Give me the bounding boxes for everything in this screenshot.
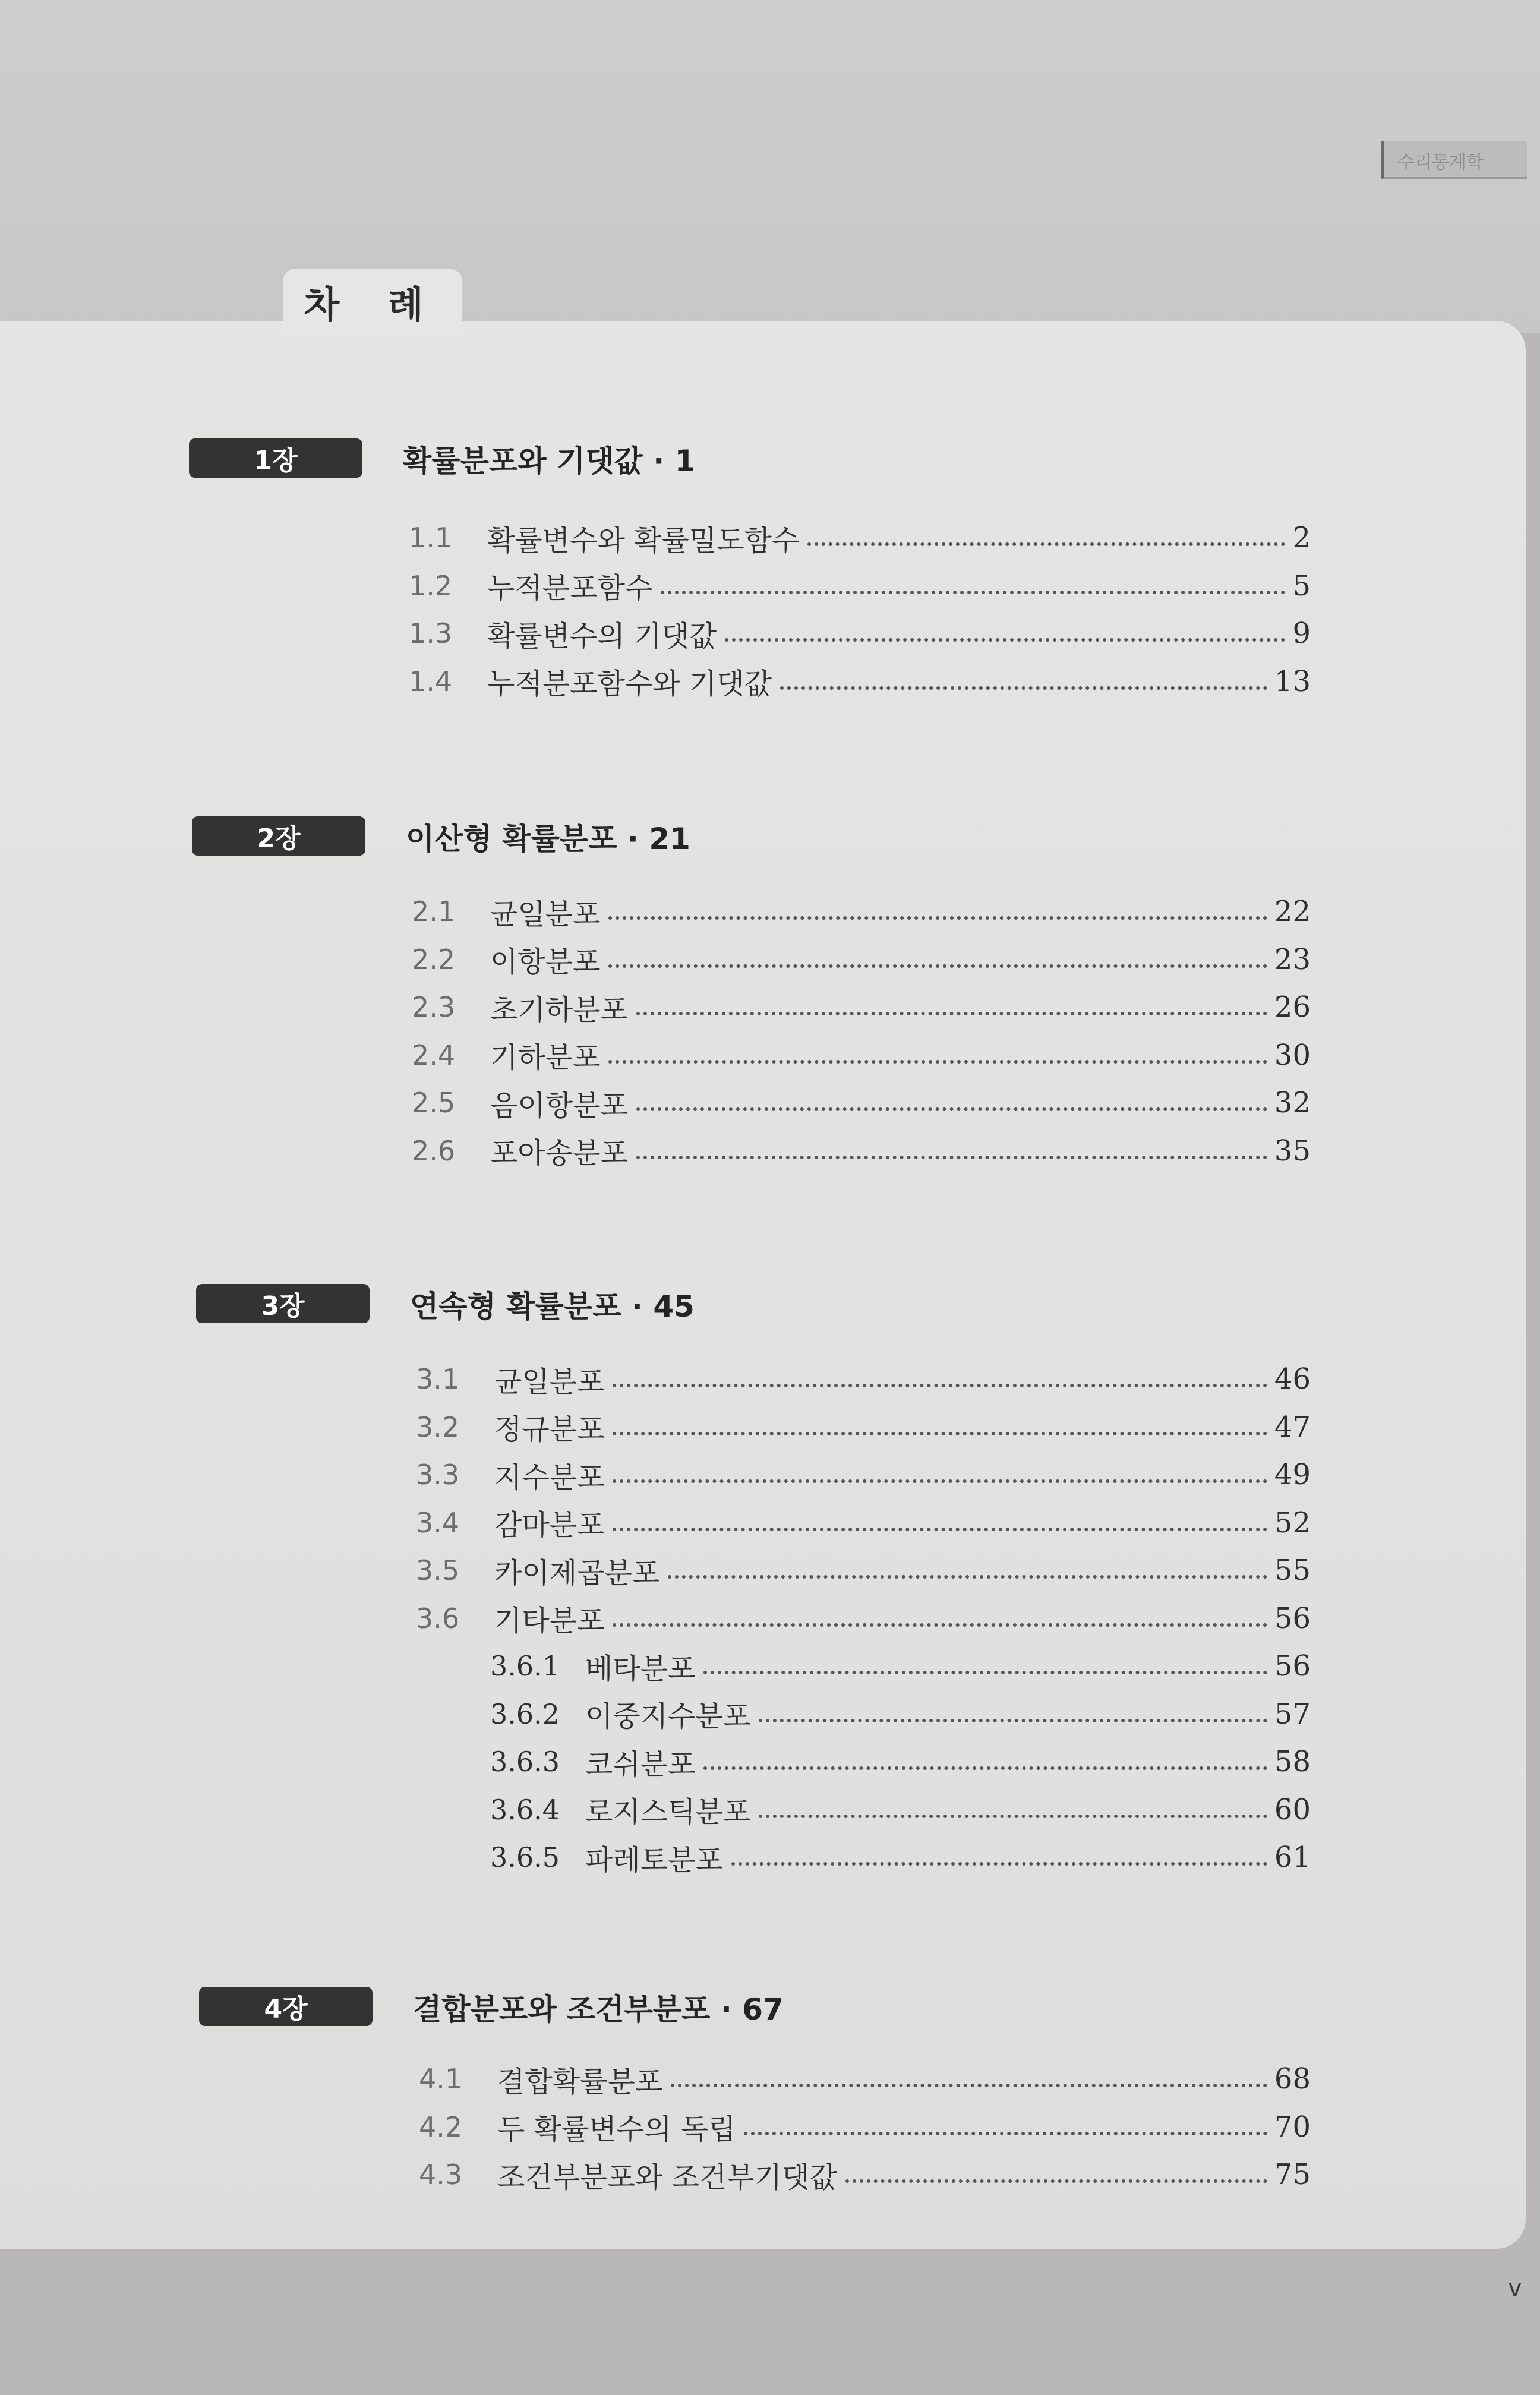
toc-entry[interactable] [409, 565, 1311, 607]
chapter-title[interactable]: 이산형 확률분포 · 21 [406, 822, 690, 856]
dot-leader [744, 2132, 1267, 2135]
dot-leader [759, 1719, 1267, 1722]
toc-entry[interactable] [409, 517, 1311, 558]
toc-entry[interactable] [416, 1358, 1311, 1400]
toc-entry-number: 3.4 [416, 1506, 460, 1539]
toc-entry-number: 3.1 [416, 1363, 460, 1395]
toc-entry-number: 2.3 [412, 991, 456, 1023]
toc-entry-number: 4.2 [419, 2110, 463, 2143]
toc-entry-title: 정규분포 [494, 1413, 605, 1446]
toc-entry-title: 균일분포 [494, 1365, 605, 1399]
running-header-mark [1381, 141, 1527, 179]
toc-entry-title: 기타분포 [494, 1604, 605, 1637]
toc-entry[interactable] [412, 939, 1311, 980]
toc-entry[interactable] [490, 1645, 1311, 1687]
dot-leader [668, 1575, 1267, 1579]
toc-entry-page: 22 [1274, 895, 1311, 928]
toc-entry-page: 32 [1274, 1086, 1311, 1119]
toc-heading: 차 례 [283, 269, 462, 334]
toc-entry-title: 조건부분포와 조건부기댓값 [497, 2160, 837, 2194]
dot-leader [613, 1384, 1267, 1387]
dot-leader [807, 542, 1285, 546]
toc-entry-title: 두 확률변수의 독립 [497, 2113, 736, 2146]
dot-leader [636, 1107, 1267, 1111]
toc-entry[interactable] [412, 1082, 1311, 1124]
chapter-badge: 2장 [192, 816, 365, 856]
toc-entry[interactable] [416, 1550, 1311, 1591]
toc-entry[interactable] [412, 1034, 1311, 1076]
toc-entry-title: 초기하분포 [490, 993, 628, 1027]
toc-entry-title: 지수분포 [494, 1460, 605, 1494]
page-number: v [1508, 2274, 1522, 2302]
toc-entry-number: 3.6.3 [490, 1746, 560, 1778]
toc-entry-number: 3.3 [416, 1459, 460, 1491]
toc-entry-page: 35 [1274, 1134, 1311, 1167]
toc-entry[interactable] [419, 2154, 1311, 2195]
toc-entry-number: 1.4 [409, 665, 453, 698]
toc-entry-page: 52 [1274, 1506, 1311, 1539]
toc-entry-page: 55 [1274, 1554, 1311, 1587]
toc-entry-page: 46 [1274, 1362, 1311, 1396]
dot-leader [613, 1432, 1267, 1435]
toc-entry-title: 포아송분포 [490, 1137, 628, 1170]
toc-entry[interactable] [419, 2106, 1311, 2148]
toc-entry[interactable] [490, 1693, 1311, 1735]
toc-entry-page: 5 [1292, 569, 1311, 602]
toc-entry-title: 확률변수의 기댓값 [487, 619, 717, 653]
dot-leader [731, 1862, 1267, 1866]
toc-entry-page: 58 [1274, 1745, 1311, 1778]
toc-entry-number: 3.6 [416, 1602, 460, 1634]
dot-leader [613, 1528, 1267, 1531]
toc-entry-title: 이중지수분포 [585, 1700, 751, 1733]
toc-entry-number: 3.6.2 [490, 1697, 560, 1730]
toc-entry-page: 60 [1274, 1793, 1311, 1826]
toc-entry-page: 26 [1274, 990, 1311, 1024]
dot-leader [845, 2179, 1267, 2183]
dot-leader [759, 1815, 1267, 1818]
toc-entry[interactable] [409, 661, 1311, 702]
toc-entry[interactable] [412, 891, 1311, 932]
toc-entry-title: 베타분포 [585, 1652, 696, 1686]
toc-entry[interactable] [412, 1130, 1311, 1172]
toc-entry-page: 13 [1274, 664, 1311, 698]
dot-leader [725, 638, 1285, 642]
toc-entry[interactable] [416, 1502, 1311, 1544]
toc-entry-number: 3.5 [416, 1554, 460, 1586]
toc-entry-number: 2.5 [412, 1087, 456, 1119]
toc-entry-page: 30 [1274, 1038, 1311, 1072]
toc-entry-title: 카이제곱분포 [494, 1556, 660, 1590]
chapter-title[interactable]: 결합분포와 조건부분포 · 67 [413, 1992, 784, 2027]
toc-entry-page: 57 [1274, 1697, 1311, 1731]
toc-entry-number: 2.6 [412, 1134, 456, 1167]
toc-entry-title: 기하분포 [490, 1041, 601, 1074]
toc-entry-page: 68 [1274, 2062, 1311, 2096]
chapter-title[interactable]: 연속형 확률분포 · 45 [410, 1289, 695, 1324]
toc-entry-page: 56 [1274, 1649, 1311, 1683]
toc-entry-page: 2 [1292, 521, 1311, 554]
dot-leader [671, 2084, 1267, 2087]
toc-entry-number: 2.1 [412, 895, 456, 927]
dot-leader [613, 1479, 1267, 1483]
toc-entry-page: 61 [1274, 1841, 1311, 1874]
toc-entry[interactable] [416, 1454, 1311, 1495]
dot-leader [608, 916, 1267, 920]
toc-entry-number: 3.6.5 [490, 1841, 560, 1873]
toc-entry[interactable] [409, 613, 1311, 654]
toc-entry-title: 코쉬분포 [585, 1747, 696, 1781]
toc-entry[interactable] [416, 1406, 1311, 1448]
toc-entry-title: 확률변수와 확률밀도함수 [487, 523, 800, 557]
toc-entry-title: 누적분포함수 [487, 572, 653, 605]
chapter-title[interactable]: 확률분포와 기댓값 · 1 [403, 444, 696, 478]
toc-entry-number: 3.6.4 [490, 1793, 560, 1826]
toc-entry-number: 4.3 [419, 2159, 463, 2191]
dot-leader [703, 1766, 1267, 1770]
toc-entry-number: 3.6.1 [490, 1650, 560, 1682]
dot-leader [613, 1623, 1267, 1627]
chapter-badge: 1장 [189, 438, 362, 478]
dot-leader [703, 1671, 1267, 1674]
dot-leader [636, 1012, 1267, 1015]
toc-entry[interactable] [419, 2058, 1311, 2100]
toc-entry-title: 결합확률분포 [497, 2065, 663, 2099]
page-top-area [0, 0, 1540, 333]
toc-entry-page: 56 [1274, 1601, 1311, 1635]
chapter-badge: 3장 [196, 1284, 370, 1323]
toc-entry-page: 75 [1274, 2158, 1311, 2191]
dot-leader [636, 1156, 1267, 1159]
dot-leader [608, 1060, 1267, 1064]
toc-entry-title: 로지스틱분포 [585, 1796, 751, 1829]
dot-leader [608, 964, 1267, 968]
toc-entry-number: 3.2 [416, 1411, 460, 1443]
toc-entry-number: 1.1 [409, 522, 453, 554]
dot-leader [780, 686, 1267, 690]
toc-entry-title: 음이항분포 [490, 1088, 628, 1122]
chapter-badge: 4장 [199, 1987, 373, 2026]
toc-entry[interactable] [412, 986, 1311, 1028]
toc-entry-title: 파레토분포 [585, 1843, 723, 1877]
toc-entry-page: 23 [1274, 942, 1311, 976]
toc-entry-title: 이항분포 [490, 945, 601, 979]
running-header-text: 수리통계학 [1397, 152, 1484, 173]
toc-entry-number: 4.1 [419, 2063, 463, 2095]
toc-entry-number: 1.3 [409, 617, 453, 649]
toc-entry[interactable] [490, 1741, 1311, 1782]
toc-entry-title: 누적분포함수와 기댓값 [487, 667, 772, 700]
toc-entry[interactable] [416, 1598, 1311, 1639]
toc-entry[interactable] [490, 1789, 1311, 1831]
toc-entry-title: 균일분포 [490, 897, 601, 931]
toc-entry-page: 49 [1274, 1458, 1311, 1491]
toc-entry-page: 70 [1274, 2110, 1311, 2144]
toc-entry-number: 2.2 [412, 943, 456, 976]
toc-entry-number: 1.2 [409, 569, 453, 602]
toc-entry-page: 9 [1292, 617, 1311, 650]
toc-entry-page: 47 [1274, 1410, 1311, 1444]
toc-entry[interactable] [490, 1837, 1311, 1878]
toc-entry-number: 2.4 [412, 1039, 456, 1071]
toc-entry-title: 감마분포 [494, 1509, 605, 1542]
dot-leader [661, 591, 1285, 594]
